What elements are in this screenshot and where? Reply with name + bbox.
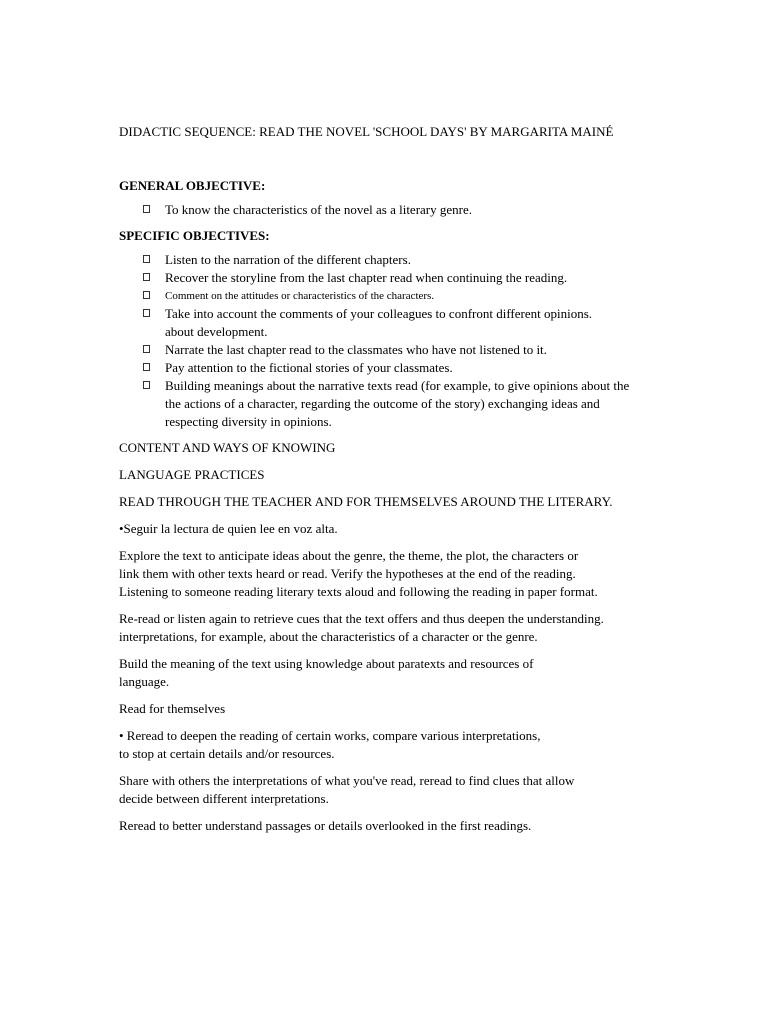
build-meaning-paragraph: Build the meaning of the text using knowledge about paratexts and resources of language. — [119, 656, 534, 689]
list-item: Building meanings about the narrative texts read (for example, to give opinions about the the actions of a character, regarding the outcome of the story) exchanging ideas and respecting diversity in opinions. — [119, 377, 679, 431]
checkbox-bullet-icon — [143, 273, 150, 281]
list-item: Pay attention to the fictional stories of your classmates. — [119, 359, 679, 377]
list-item: Comment on the attitudes or characteristics of the characters. — [119, 287, 679, 305]
list-item: Listen to the narration of the different chapters. — [119, 251, 679, 269]
checkbox-bullet-icon — [143, 291, 150, 299]
specific-objectives-heading: SPECIFIC OBJECTIVES: — [119, 228, 270, 243]
reread-better-paragraph: Reread to better understand passages or details overlooked in the first readings. — [119, 818, 532, 833]
list-item: Recover the storyline from the last chapter read when continuing the reading. — [119, 269, 679, 287]
follow-reading-text: •Seguir la lectura de quien lee en voz alta. — [119, 521, 338, 536]
list-item: Take into account the comments of your colleagues to confront different opinions. about development. — [119, 305, 679, 341]
list-item: To know the characteristics of the novel as a literary genre. — [119, 201, 679, 219]
checkbox-bullet-icon — [143, 255, 150, 263]
checkbox-bullet-icon — [143, 381, 150, 389]
read-through-heading: READ THROUGH THE TEACHER AND FOR THEMSELVES AROUND THE LITERARY. — [119, 494, 613, 509]
checkbox-bullet-icon — [143, 345, 150, 353]
read-for-themselves-heading: Read for themselves — [119, 701, 226, 716]
checkbox-bullet-icon — [143, 309, 150, 317]
share-paragraph: Share with others the interpretations of what you've read, reread to find clues that allow decide between different interpretations. — [119, 773, 575, 806]
content-heading: CONTENT AND WAYS OF KNOWING — [119, 440, 336, 455]
checkbox-bullet-icon — [143, 205, 150, 213]
deepen-paragraph: • Reread to deepen the reading of certain works, compare various interpretations, to stop at certain details and/or resources. — [119, 728, 541, 761]
list-item: Narrate the last chapter read to the classmates who have not listened to it. — [119, 341, 679, 359]
document-content — [119, 123, 679, 844]
general-objective-list — [119, 201, 679, 219]
reread-paragraph: Re-read or listen again to retrieve cues that the text offers and thus deepen the understanding. interpretations, for example, about the characteristics of a character or the genre. — [119, 611, 604, 644]
explore-paragraph: Explore the text to anticipate ideas about the genre, the theme, the plot, the characters or link them with other texts heard or read. Verify the hypotheses at the end of the reading. Listening to someone reading literary texts aloud and following the reading in paper format. — [119, 548, 598, 599]
language-practices-heading: LANGUAGE PRACTICES — [119, 467, 265, 482]
general-objective-heading: GENERAL OBJECTIVE: — [119, 178, 266, 193]
specific-objectives-list — [119, 251, 679, 431]
checkbox-bullet-icon — [143, 363, 150, 371]
document-title: DIDACTIC SEQUENCE: READ THE NOVEL 'SCHOOL DAYS' BY MARGARITA MAINÉ — [119, 124, 614, 139]
